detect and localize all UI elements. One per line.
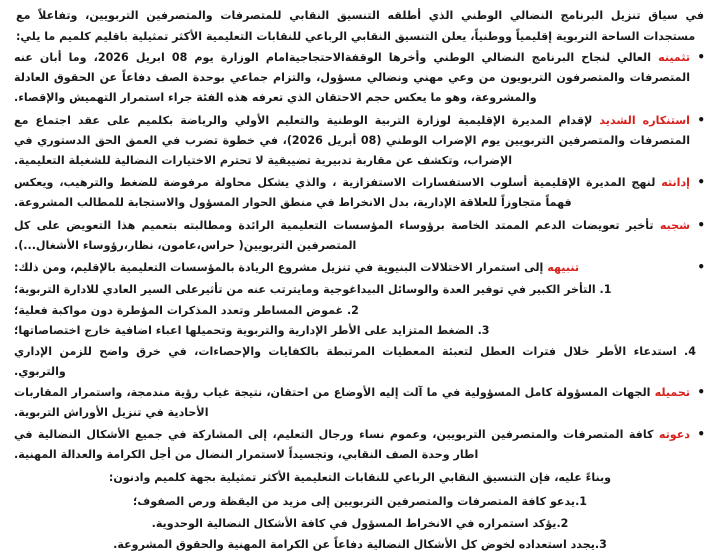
- closing-bullet-list: [12, 383, 708, 468]
- bullet-text: كافة المتصرفات والمتصرفين التربويين، وعموم نساء ورجال التعليم، إلى المشاركة في جميع الأشكال النضالية في اطار وحدة الصف النقابي، وتجسيداً لاستمرار النضال من أجل الكرامة والعدالة المهنية.: [14, 428, 659, 462]
- conclusion-lead: وبناءً عليه، فإن التنسيق النقابي الرباعي للنقابات التعليمية الأكثر تمثيلية بجهة كلميم وادنون:: [108, 471, 612, 485]
- bullet-text: إلى استمرار الاختلالات البنيوية في تنزيل مشروع الريادة بالمؤسسات التعليمية بالإقليم، ومن ذلك:: [14, 260, 548, 274]
- bullet-keyword: تحميله: [654, 385, 690, 399]
- bullet-text: العالي لنجاح البرنامج النضالي الوطني وأخرها الوقفةالاحتجاجيةامام الوزارة يوم 08 ابريل 2026، وما أبان عنه المتصرفات والمتصرفون التربويون من وعي مهني ونضالي مسؤول، والتزام جماعي بوحدة الصف دفاعاً عن الحقوق العادلة والمشروعة، وهو ما يعكس حجم الاحتقان الذي تعرفه هذه الفئة جراء استمرار التهميش والإقصاء.: [14, 51, 690, 105]
- intro-paragraph: في سياق تنزيل البرنامج النضالي الوطني الذي أطلقه التنسيق النقابي للمتصرفات والمتصرفين التربويين، وتفاعلاً مع مستجدات الساحة التربوية إقليمياً ووطنياً، يعلن التنسيق النقابي الرباعي للنقابات التعليمية الأكثر تمثيلية باقليم كلميم ما يلي:: [16, 9, 704, 43]
- bullet-keyword: إدانته: [661, 176, 690, 190]
- conclusion-item: يدعو كافة المتصرفات والمتصرفين التربويين إلى مزيد من اليقظة ورص الصفوف؛: [132, 494, 576, 508]
- bullet-text: الجهات المسؤولة كامل المسؤولية في ما آلت إليه الأوضاع من احتقان، نتيجة غياب رؤية مندمجة، واستمرار المقاربات الأحادية في تنزيل الأوراش التربوية.: [14, 385, 655, 419]
- bullet-keyword: تنبيهه: [547, 260, 580, 274]
- numbered-item: الضغط المتزايد على الأطر الإدارية والتربوية وتحميلها اعباء اضافية خارج اختصاصاتها؛: [14, 324, 474, 338]
- bullet-item-idana: [12, 173, 708, 213]
- main-bullet-list: [12, 48, 708, 280]
- structural-issues-list: [12, 280, 708, 383]
- bullet-item-tanbih: [12, 258, 708, 278]
- bullet-item-tathmin: [12, 48, 708, 109]
- bullet-keyword: دعوته: [658, 428, 690, 442]
- bullet-text: لنهج المديرة الإقليمية أسلوب الاستفسارات الاستفزازية ، والذي يشكل محاولة مرفوضة للضغط والترهيب، ويعكس فهماً متجاوزاً للعلاقة الإدارية، بدل الانخراط في منطق الحوار المسؤول والاستجابة للمطالب المشروعة.: [14, 176, 662, 210]
- bullet-keyword: استنكاره الشديد: [599, 113, 690, 127]
- bullet-item-istinkar: [12, 111, 708, 172]
- conclusion-list: [12, 491, 708, 556]
- bullet-keyword: تثمينه: [658, 51, 691, 65]
- conclusion-item: يؤكد استمراره في الانخراط المسؤول في كافة الأشكال النضالية الوحدوية.: [151, 516, 557, 530]
- numbered-item: التأخر الكبير في توفير العدة والوسائل البيداغوجية ومايترتب عنه من تأثيرعلى السير العادي للادارة التربوية؛: [14, 283, 596, 297]
- bullet-keyword: شجبه: [659, 218, 690, 232]
- numbered-item: استدعاء الأطر خلال فترات العطل لتعبئة المعطيات المرتبطة بالكفايات والإحصاءات، في خرق واضح للزمن الإداري والتربوي.: [14, 344, 677, 379]
- bullet-item-daawa: [12, 425, 708, 465]
- bullet-text: تأخير تعويضات الدعم الممتد الخاصة برؤوساء المؤسسات التعليمية الرائدة ومطالبته بتعميم هذا التعويض على كل المتصرفين التربويين( حراس،عامون، نظار،رؤوساء الأشغال...).: [14, 218, 660, 252]
- bullet-item-tahmil: [12, 383, 708, 423]
- bullet-item-shajb: [12, 216, 708, 256]
- bullet-text: لإقدام المديرة الإقليمية لوزارة التربية الوطنية والتعليم الأولي والرياضة بكلميم على عقد اجتماع مع المتصرفات والمتصرفين التربويين يوم الإضراب الوطني (08 أبريل 2026)، في خطوة تضرب في العمق الحق الدستوري في الإضراب، وتكشف عن مقاربة تدبيرية تضييقية لا تحترم الاختيارات النضالية للشغيلة التعليمية.: [14, 113, 690, 167]
- numbered-item: غموض المساطر وتعدد المذكرات المؤطرة دون مواكبة فعلية؛: [14, 303, 344, 317]
- conclusion-item: يجدد استعداده لخوض كل الأشكال النضالية دفاعاً عن الكرامة المهنية والحقوق المشروعة.: [113, 538, 595, 552]
